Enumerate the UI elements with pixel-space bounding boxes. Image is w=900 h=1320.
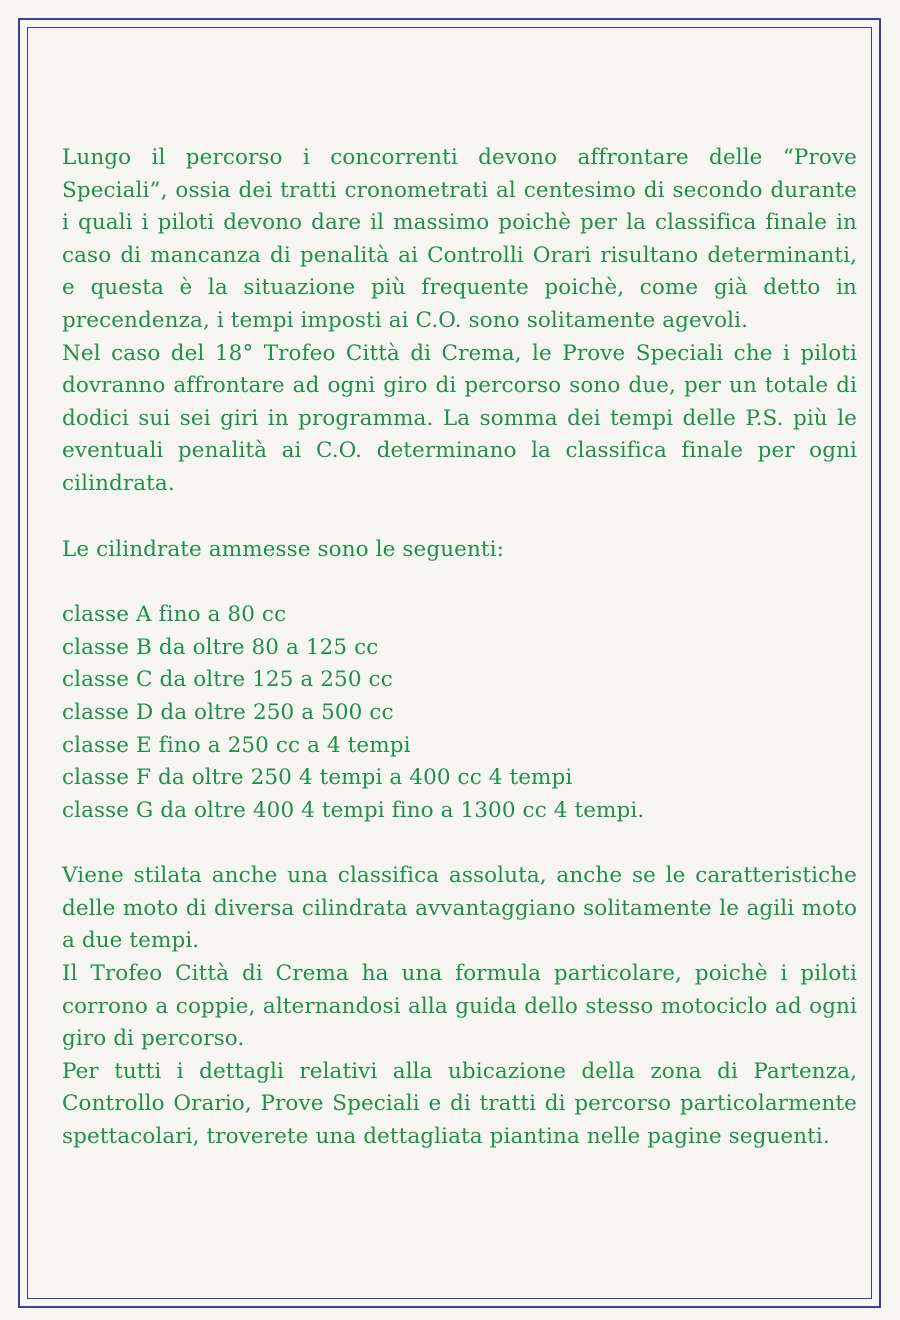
class-item-d: classe D da oltre 250 a 500 cc	[62, 699, 394, 725]
paragraph-trofeo-crema: Nel caso del 18° Trofeo Città di Crema, le Prove Speciali che i piloti dovranno affrontare ad ogni giro di percorso sono due, per un totale di dodici sui sei giri in programma. La somma dei tempi delle P.S. più le eventuali penalità ai C.O. determinano la classifica finale per ogni cilindrata.	[62, 340, 857, 496]
paragraph-prove-speciali: Lungo il percorso i concorrenti devono affrontare delle “Prove Speciali”, ossia dei tratti cronometrati al centesimo di secondo durante i quali i piloti devono dare il massimo poichè per la classifica finale in caso di mancanza di penalità ai Controlli Orari risultano determinanti, e questa è la situazione più frequente poichè, come già detto in precendenza, i tempi imposti ai C.O. sono solitamente agevoli.	[62, 145, 857, 333]
document-body	[62, 142, 857, 1154]
class-item-e: classe E fino a 250 cc a 4 tempi	[62, 732, 411, 758]
paragraph-piantina: Per tutti i dettagli relativi alla ubicazione della zona di Partenza, Controllo Orario, Prove Speciali e di tratti di percorso particolarmente spettacolari, troverete una dettagliata piantina nelle pagine seguenti.	[62, 1058, 857, 1150]
class-item-b: classe B da oltre 80 a 125 cc	[62, 634, 379, 660]
spacer	[62, 501, 857, 534]
class-item-a: classe A fino a 80 cc	[62, 602, 287, 628]
spacer	[62, 827, 857, 860]
class-item-g: classe G da oltre 400 4 tempi fino a 1300 cc 4 tempi.	[62, 797, 645, 823]
class-item-c: classe C da oltre 125 a 250 cc	[62, 667, 393, 693]
classes-intro: Le cilindrate ammesse sono le seguenti:	[62, 536, 504, 562]
spacer	[62, 566, 857, 599]
class-item-f: classe F da oltre 250 4 tempi a 400 cc 4 tempi	[62, 765, 573, 791]
paragraph-formula-coppie: Il Trofeo Città di Crema ha una formula particolare, poichè i piloti corrono a coppie, alternandosi alla guida dello stesso motociclo ad ogni giro di percorso.	[62, 961, 857, 1052]
paragraph-classifica-assoluta: Viene stilata anche una classifica assoluta, anche se le caratteristiche delle moto di diversa cilindrata avvantaggiano solitamente le agili moto a due tempi.	[62, 863, 857, 954]
classes-list	[62, 599, 857, 827]
